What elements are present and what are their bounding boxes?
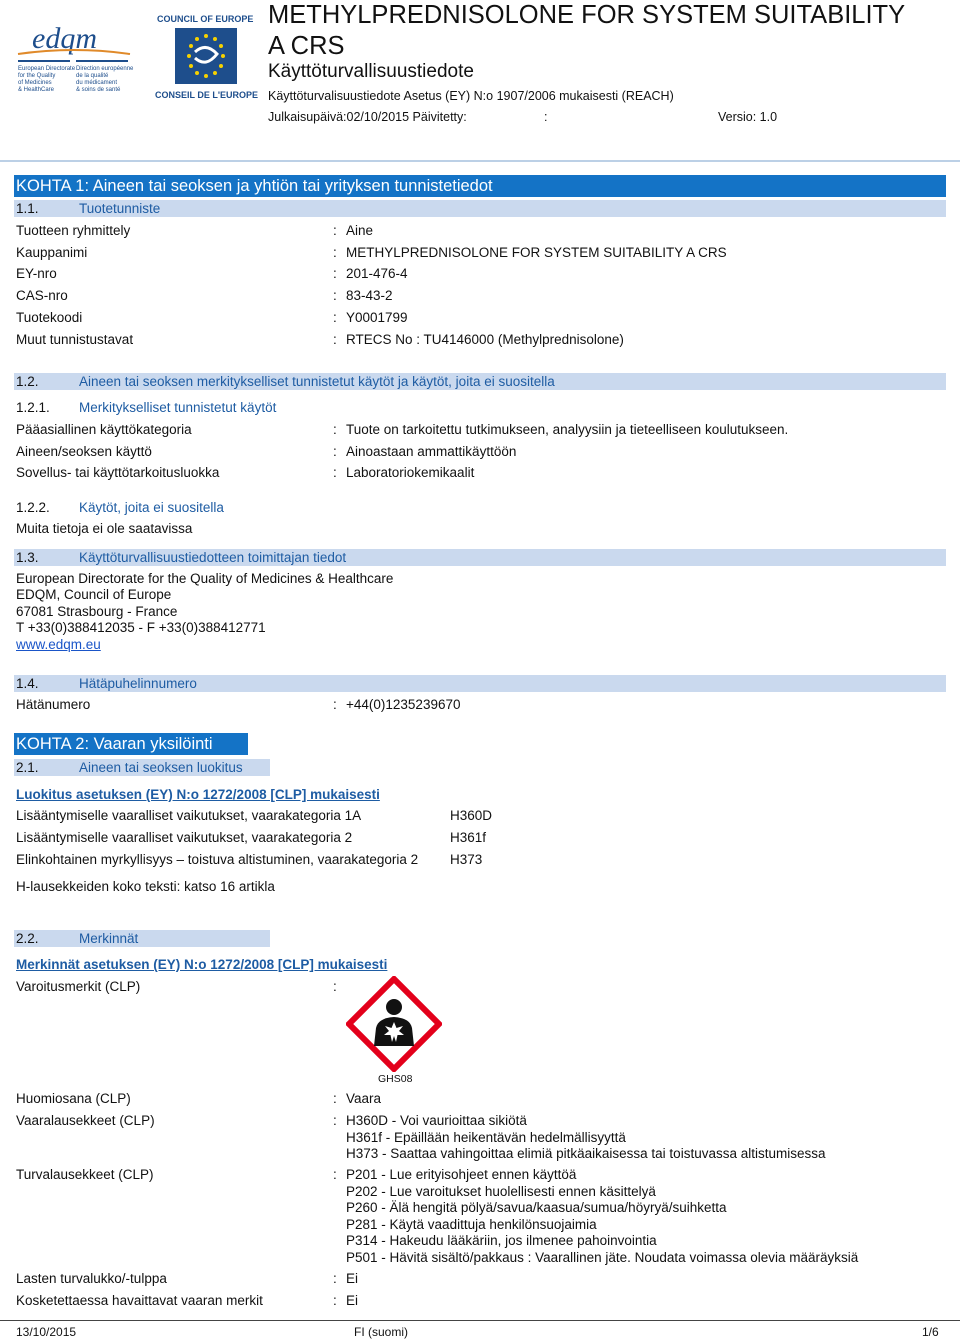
row-colon: : xyxy=(333,444,337,459)
version-text: Versio: 1.0 xyxy=(718,110,778,124)
subsection-1-3 xyxy=(14,549,946,566)
ghs08-health-hazard-icon xyxy=(346,976,442,1072)
supplier-line: EDQM, Council of Europe xyxy=(16,587,172,602)
row-value: Tuote on tarkoitettu tutkimukseen, analyysiin ja tieteelliseen koulutukseen. xyxy=(346,422,789,437)
section-2-title: KOHTA 2: Vaaran yksilöinti xyxy=(14,733,248,755)
clp-classification-heading: Luokitus asetuksen (EY) N:o 1272/2008 [CLP] mukaisesti xyxy=(16,787,380,802)
row-label: EY-nro xyxy=(16,266,57,281)
row-label: Lasten turvalukko/-tulppa xyxy=(16,1271,167,1286)
row-colon: : xyxy=(333,465,337,480)
precautionary-statement: P201 - Lue erityisohjeet ennen käyttöä xyxy=(346,1167,577,1182)
subsection-1-2-1 xyxy=(0,400,960,417)
row-colon: : xyxy=(333,1113,337,1128)
precautionary-statements-list xyxy=(346,1167,858,1266)
row-label: Pääasiallinen käyttökategoria xyxy=(16,422,192,437)
hazard-code: H360D xyxy=(450,808,493,823)
row-label: CAS-nro xyxy=(16,288,68,303)
subsection-1-2-2 xyxy=(0,500,960,517)
row-colon: : xyxy=(333,422,337,437)
row-value: Ei xyxy=(346,1271,359,1286)
row-value: Vaara xyxy=(346,1091,382,1106)
svg-text:COUNCIL OF EUROPE: COUNCIL OF EUROPE xyxy=(157,14,254,24)
dates-text: Julkaisupäivä:02/10/2015 Päivitetty: xyxy=(268,110,467,124)
product-row xyxy=(0,245,960,263)
product-row xyxy=(0,223,960,241)
subsection-title: Aineen tai seoksen merkitykselliset tunnistetut käytöt ja käytöt, joita ei suositella xyxy=(79,374,555,389)
row-label: Muut tunnistustavat xyxy=(16,332,134,347)
precautionary-statement: P501 - Hävitä sisältö/pakkaus : Vaarallinen jäte. Noudata voimassa olevia määräyksiä xyxy=(346,1249,859,1265)
subsection-number: 1.4. xyxy=(16,676,39,691)
hazard-code: H361f xyxy=(450,830,487,845)
hazard-class: Elinkohtainen myrkyllisyys – toistuva altistuminen, vaarakategoria 2 xyxy=(16,852,419,867)
row-colon: : xyxy=(333,1091,337,1106)
svg-text:du médicament: du médicament xyxy=(76,80,118,86)
row-colon: : xyxy=(333,288,337,303)
dates-colon: : xyxy=(544,110,548,124)
subsection-1-1 xyxy=(14,200,946,217)
subsection-title: Merkitykselliset tunnistetut käytöt xyxy=(79,400,277,415)
subsection-1-2 xyxy=(14,373,946,390)
subsection-title: Käyttöturvallisuustiedotteen toimittajan tiedot xyxy=(79,550,347,565)
product-row xyxy=(0,332,960,350)
row-value: METHYLPREDNISOLONE FOR SYSTEM SUITABILITY A CRS xyxy=(346,245,727,260)
hazard-class: Lisääntymiselle vaaralliset vaikutukset, vaarakategoria 2 xyxy=(16,830,353,845)
clp-labelling-heading: Merkinnät asetuksen (EY) N:o 1272/2008 [CLP] mukaisesti xyxy=(16,957,388,972)
row-label: Kauppanimi xyxy=(16,245,88,260)
precautionary-statement: P260 - Älä hengitä pölyä/savua/kaasua/sumua/höyryä/suihketta xyxy=(346,1200,727,1215)
svg-text:of Medicines: of Medicines xyxy=(18,80,52,86)
subsection-number: 1.2.2. xyxy=(16,500,50,515)
hazard-class: Lisääntymiselle vaaralliset vaikutukset, vaarakategoria 1A xyxy=(16,808,362,823)
row-colon: : xyxy=(333,1293,337,1308)
row-value: Ei xyxy=(346,1293,359,1308)
precautionary-statement: P314 - Hakeudu lääkäriin, jos ilmenee pahoinvointia xyxy=(346,1233,657,1248)
row-label: Sovellus- tai käyttötarkoitusluokka xyxy=(16,465,220,480)
precautionary-statement: P281 - Käytä vaadittuja henkilönsuojaimia xyxy=(346,1216,597,1232)
subsection-number: 2.2. xyxy=(16,931,39,946)
row-value: Y0001799 xyxy=(346,310,408,325)
use-row xyxy=(0,444,960,462)
row-label: Turvalausekkeet (CLP) xyxy=(16,1167,154,1182)
row-label: Tuotekoodi xyxy=(16,310,83,325)
use-row xyxy=(0,465,960,483)
subsection-2-2 xyxy=(14,930,270,947)
signal-word-row xyxy=(0,1091,960,1109)
svg-text:& HealthCare: & HealthCare xyxy=(18,87,55,93)
subsection-title: Käytöt, joita ei suositella xyxy=(79,500,224,515)
footer-divider xyxy=(0,1320,960,1321)
product-row xyxy=(0,266,960,284)
footer-language: FI (suomi) xyxy=(354,1325,408,1339)
row-colon: : xyxy=(333,310,337,325)
document-header xyxy=(0,0,960,160)
hazard-statement: H361f - Epäillään heikentävän hedelmällisyyttä xyxy=(346,1129,626,1145)
hazard-statement: H360D - Voi vaurioittaa sikiötä xyxy=(346,1113,527,1128)
document-title: METHYLPREDNISOLONE FOR SYSTEM SUITABILITY A CRS xyxy=(268,1,905,60)
svg-text:CONSEIL DE L'EUROPE: CONSEIL DE L'EUROPE xyxy=(155,90,258,100)
no-info-text: Muita tietoja ei ole saatavissa xyxy=(16,521,193,536)
svg-text:European Directorate: European Directorate xyxy=(18,66,76,72)
svg-text:de la qualité: de la qualité xyxy=(76,73,109,79)
hazard-statement: H373 - Saattaa vahingoittaa elimiä pitkäaikaisessa tai toistuvassa altistumisessa xyxy=(346,1146,826,1161)
subsection-title: Aineen tai seoksen luokitus xyxy=(79,760,243,775)
row-label: Huomiosana (CLP) xyxy=(16,1091,131,1106)
row-colon: : xyxy=(333,266,337,281)
supplier-line: T +33(0)388412035 - F +33(0)388412771 xyxy=(16,620,266,635)
use-row xyxy=(0,422,960,440)
subsection-number: 1.1. xyxy=(16,201,39,216)
pictogram-row xyxy=(0,979,960,997)
row-colon: : xyxy=(333,979,337,994)
row-label: Kosketettaessa havaittavat vaaran merkit xyxy=(16,1293,263,1308)
subsection-number: 1.2. xyxy=(16,374,39,389)
row-value: 83-43-2 xyxy=(346,288,393,303)
row-value: Laboratoriokemikaalit xyxy=(346,465,475,480)
subsection-title: Tuotetunniste xyxy=(79,201,161,216)
row-colon: : xyxy=(333,223,337,238)
edqm-logo xyxy=(14,20,134,100)
product-row xyxy=(0,288,960,306)
row-label: Varoitusmerkit (CLP) xyxy=(16,979,141,994)
row-colon: : xyxy=(333,245,337,260)
row-value: RTECS No : TU4146000 (Methylprednisolone) xyxy=(346,332,624,347)
child-resistant-row xyxy=(0,1271,960,1289)
row-value: Aine xyxy=(346,223,374,238)
row-label: Hätänumero xyxy=(16,697,91,712)
council-of-europe-logo xyxy=(155,12,260,102)
row-label: Vaaralausekkeet (CLP) xyxy=(16,1113,155,1128)
hazard-row xyxy=(0,808,960,826)
regulation-line: Käyttöturvalisuustiedote Asetus (EY) N:o 1907/2006 mukaisesti (REACH) xyxy=(268,89,674,103)
emergency-row xyxy=(0,697,960,715)
h-statements-note: H-lausekkeiden koko teksti: katso 16 artikla xyxy=(16,879,275,894)
subsection-title: Hätäpuhelinnumero xyxy=(79,676,197,691)
footer-date: 13/10/2015 xyxy=(16,1325,77,1339)
precautionary-statement: P202 - Lue varoitukset huolellisesti ennen käsittelyä xyxy=(346,1183,656,1199)
row-label: Aineen/seoksen käyttö xyxy=(16,444,152,459)
pictogram-caption: GHS08 xyxy=(378,1073,413,1085)
product-row xyxy=(0,310,960,328)
supplier-line: 67081 Strasbourg - France xyxy=(16,604,178,619)
document-subtitle: Käyttöturvallisuustiedote xyxy=(268,61,474,82)
row-value: Ainoastaan ammattikäyttöön xyxy=(346,444,517,459)
section-1-title: KOHTA 1: Aineen tai seoksen ja yhtiön tai yrityksen tunnistetiedot xyxy=(14,175,946,197)
row-colon: : xyxy=(333,1271,337,1286)
subsection-2-1 xyxy=(14,759,270,776)
subsection-title: Merkinnät xyxy=(79,931,139,946)
row-label: Tuotteen ryhmittely xyxy=(16,223,131,238)
header-divider xyxy=(0,160,960,162)
row-colon: : xyxy=(333,332,337,347)
svg-text:Direction européenne: Direction européenne xyxy=(76,66,134,72)
svg-text:& soins de santé: & soins de santé xyxy=(76,87,121,93)
subsection-number: 1.2.1. xyxy=(16,400,50,415)
row-value: +44(0)1235239670 xyxy=(346,697,461,712)
row-value: 201-476-4 xyxy=(346,266,408,281)
footer-page-number: 1/6 xyxy=(922,1325,939,1339)
svg-text:edqm: edqm xyxy=(32,22,97,55)
hazard-statements-list xyxy=(346,1113,826,1163)
tactile-warning-row xyxy=(0,1293,960,1311)
svg-text:for the Quality: for the Quality xyxy=(18,73,56,79)
subsection-number: 2.1. xyxy=(16,760,39,775)
hazard-code: H373 xyxy=(450,852,483,867)
hazard-row xyxy=(0,852,960,870)
supplier-line: European Directorate for the Quality of Medicines & Healthcare xyxy=(16,571,394,586)
row-colon: : xyxy=(333,697,337,712)
subsection-1-4 xyxy=(14,675,946,692)
dates-line xyxy=(268,110,788,124)
row-colon: : xyxy=(333,1167,337,1182)
supplier-website-link[interactable]: www.edqm.eu xyxy=(16,637,101,652)
hazard-row xyxy=(0,830,960,848)
subsection-number: 1.3. xyxy=(16,550,39,565)
